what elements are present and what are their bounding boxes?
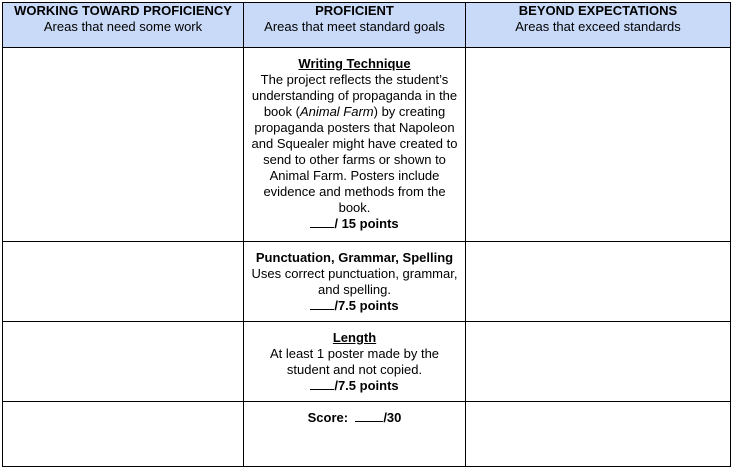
score-blank[interactable] — [310, 378, 334, 390]
criterion-text-punctuation: Uses correct punctuation, grammar, and spelling. — [251, 266, 458, 297]
cell-working-toward-punctuation[interactable] — [3, 242, 244, 322]
header-proficient — [244, 3, 466, 48]
cell-beyond-punctuation[interactable] — [466, 242, 731, 322]
cell-beyond-length[interactable] — [466, 322, 731, 402]
score-blank[interactable] — [355, 410, 383, 422]
total-score — [250, 410, 459, 426]
table-row — [3, 48, 731, 242]
cell-beyond-writing[interactable] — [466, 48, 731, 242]
header-working-toward-title: WORKING TOWARD PROFICIENCY — [14, 3, 232, 18]
cell-working-toward-length[interactable] — [3, 322, 244, 402]
header-proficient-title: PROFICIENT — [315, 3, 394, 18]
score-blank[interactable] — [310, 298, 334, 310]
criterion-title-length: Length — [332, 330, 377, 345]
cell-proficient-punctuation — [244, 242, 466, 322]
table-row — [3, 242, 731, 322]
criterion-text-writing-technique: The project reflects the student’s understanding of propaganda in the book (Animal Farm) by creating propaganda posters that Napoleon and Squealer might have created to send to other farms or shown to Animal Farm. Posters include evidence and methods from the book. — [251, 72, 458, 215]
header-beyond-title: BEYOND EXPECTATIONS — [518, 3, 678, 18]
score-blank[interactable] — [310, 216, 334, 228]
header-beyond — [466, 3, 731, 48]
table-row — [3, 402, 731, 467]
cell-proficient-writing — [244, 48, 466, 242]
points-writing-technique: / 15 points — [250, 216, 459, 232]
header-beyond-subtitle: Areas that exceed standards — [515, 19, 681, 34]
header-working-toward-subtitle: Areas that need some work — [43, 19, 203, 34]
score-total: /30 — [383, 410, 402, 425]
cell-beyond-score[interactable] — [466, 402, 731, 467]
score-label: Score: — [307, 410, 349, 425]
header-row — [3, 3, 731, 48]
cell-working-toward-writing[interactable] — [3, 48, 244, 242]
points-punctuation: /7.5 points — [250, 298, 459, 314]
header-working-toward — [3, 3, 244, 48]
points-length: /7.5 points — [250, 378, 459, 394]
rubric-table — [2, 2, 731, 467]
table-row — [3, 322, 731, 402]
criterion-title-punctuation: Punctuation, Grammar, Spelling — [255, 250, 454, 265]
criterion-title-writing-technique: Writing Technique — [298, 56, 411, 71]
cell-working-toward-score[interactable] — [3, 402, 244, 467]
cell-proficient-score — [244, 402, 466, 467]
header-proficient-subtitle: Areas that meet standard goals — [264, 19, 445, 34]
cell-proficient-length — [244, 322, 466, 402]
criterion-text-length: At least 1 poster made by the student and not copied. — [269, 346, 440, 377]
